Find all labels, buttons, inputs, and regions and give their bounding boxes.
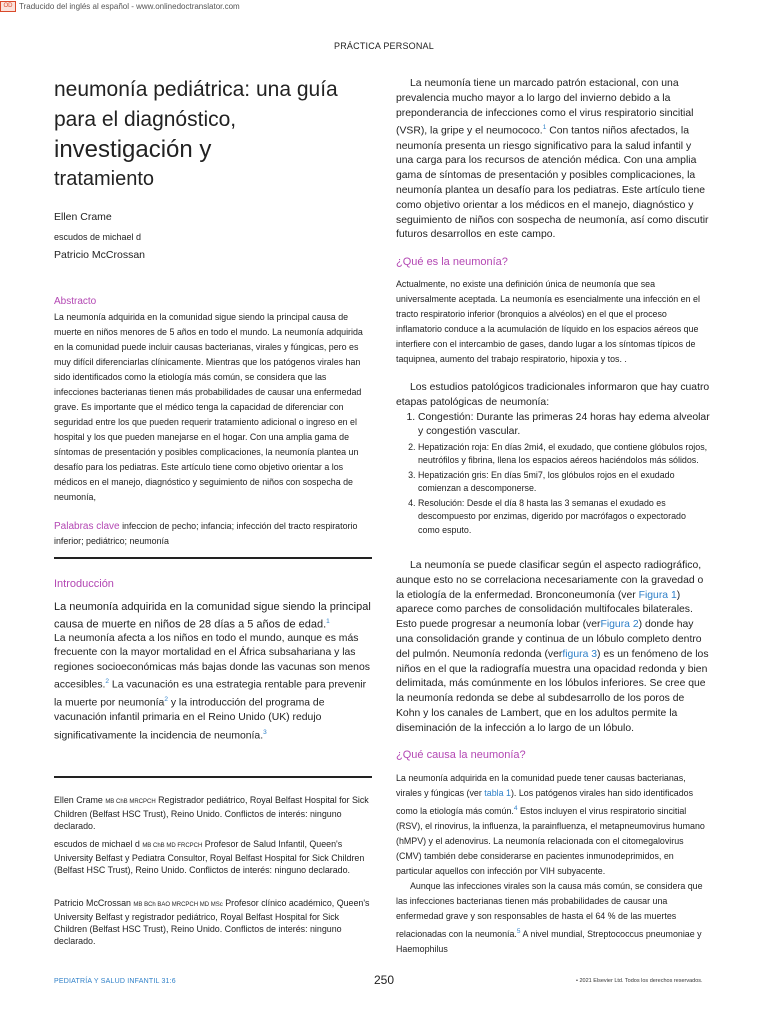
ref-link[interactable]: 1 [542,124,547,132]
copyright-icon: • [576,978,578,984]
footnote-author-2 [54,838,372,876]
footnote-name: escudos de michael d [54,839,140,849]
page-number: 250 [374,973,395,987]
text: La neumonía se puede clasificar según el aspecto radiográfico, aunque esto no se correlaciona necesariamente con la gravedad o la etiología de la enfermedad. Bronconeumonía (ver [396,560,704,601]
author-3: Patricio McCrossan [54,249,146,261]
figure-1-link[interactable]: Figura 1 [638,589,677,601]
radiographic-paragraph [396,559,710,737]
copyright-text: 2021 Elsevier Ltd. Todos los derechos reservados. [579,978,703,984]
footnote-name: Patricio McCrossan [54,898,131,908]
translation-banner-text[interactable]: Traducido del inglés al español - www.onlinedoctranslator.com [19,1,240,11]
author-2: escudos de michael d [54,232,142,242]
stage-item: 1. Congestión: Durante las primeras 24 horas hay edema alveolar y congestión vascular. [418,411,710,440]
footnote-text: Profesor de Salud Infantil, Queen's University Belfast y Pediatra Consultor, Royal Belfast Hospital for Sick Children (Belfast HSC Trust), Reino Unido. Conflictos de interés: ninguno declarado. [54,839,365,875]
footnote-degrees: MB ChB MD FRCPCH [142,843,203,849]
text: ). Los patógenos virales han sido identificados como la etiología más común. [396,788,694,816]
right-p1a: La neumonía tiene un marcado patrón estacional, con una prevalencia mucho mayor a lo largo del invierno debido a la preponderancia de infecciones como el virus respiratorio sincitial (VSR), la gripe y el neumococo. [396,78,694,137]
footnote-degrees: MB ChB MRCPCH [105,799,156,805]
text: ) aparece como parches de consolidación multifocales bilaterales. Esto puede progresar a neumonía lobar (ver [396,589,693,631]
right-p1b: Con tantos niños afectados, la neumonía presenta un riesgo significativo para la salud infantil y una carga para los recursos de atención médica. Con una amplia gama de síntomas de presentación y posibles complicaciones, la neumonía plantea un desafío para los pediatras. Este artículo tiene como objetivo orientar a los médicos en el manejo, diagnóstico y seguimiento de niños con sospecha de neumonía, así como discutir futuros desarrollos en este campo. [396,125,709,241]
ref-link[interactable]: 5 [516,927,521,935]
heading-causes: ¿Qué causa la neumonía? [396,749,526,761]
heading-what-is-pneumonia: ¿Qué es la neumonía? [396,256,508,268]
footnote-name: Ellen Crame [54,795,103,805]
keywords [54,519,372,548]
text: Estos incluyen el virus respiratorio sincitial (RSV), el rinovirus, la influenza, la parainfluenza, el metapneumovirus humano (hMPV) y el adenovirus. La neumonía relacionada con el citomegalovirus (CMV) también debe considerarse en pacientes inmunodeprimidos, en particular aquellos con infección por VIH subyacente. [396,805,705,876]
footnote-degrees: MB BCh BAO MRCPCH MD MSc [133,902,223,908]
title-line-4: tratamiento [54,168,155,190]
text: ) donde hay una consolidación grande y continua de un lóbulo completo dentro del pulmón. Neumonía redonda (ver [396,619,702,660]
keywords-label: Palabras clave [54,521,120,532]
intro-heading: Introducción [54,578,114,590]
article-title [54,75,372,193]
footnote-author-3 [54,897,372,947]
figure-3-link[interactable]: figura 3 [562,648,598,660]
intro-text [54,600,372,744]
intro-p1: La neumonía adquirida en la comunidad sigue siendo la principal causa de muerte en niños de 28 días a 5 años de edad. [54,601,371,631]
title-line-1: neumonía pediátrica: una guía [54,78,338,101]
title-line-3: investigación y [54,136,212,163]
text: ) es un fenómeno de los niños en el que la radiografía muestra una opacidad redonda y bien delimitada, más comúnmente en los lóbulos inferiores. Se cree que la neumonía redonda se debe al subdesarrollo de los poros de Kohn y los canales de Lambert, que en los adultos permite la diseminación de la infección a lo largo de un lóbulo. [396,648,709,734]
footnote-rule [54,776,372,778]
stages-list [396,411,710,538]
divider-rule [54,557,372,559]
section-header: PRÁCTICA PERSONAL [334,41,434,51]
table-1-link[interactable]: tabla 1 [484,788,511,798]
intro-p2b: La vacunación es una estrategia rentable para prevenir la muerte por neumonía [54,679,367,709]
footnote-text: Profesor clínico académico, Queen's University Belfast y registrador pediátrico, Royal Belfast Hospital for Sick Children (Belfast HSC Trust), Reino Unido. Conflictos de interés: ninguno declarado. [54,898,370,946]
abstract-text: La neumonía adquirida en la comunidad sigue siendo la principal causa de muerte en niños menores de 5 años en todo el mundo. La neumonía adquirida en la comunidad puede incluir causas bacterianas, virales y fúngicas, pero es muy difícil diferenciarlas clínicamente. Mientras que los patógenos virales han sido identificados como la etiología más común, se considera que las infecciones bacterianas tienen más probabilidades de causar una enfermedad grave. Es importante que el médico tenga la capacidad de diferenciar con seguridad entre los que pueden requerir tratamiento adicional o ingreso en el hospital y los que pueden manejarse en el hogar. Con una amplia gama de síntomas de presentación y posibles complicaciones, la neumonía plantea un desafío para los pediatras. Este artículo tiene como objetivo orientar a los médicos en el manejo, diagnóstico y seguimiento de niños con sospecha de neumonía, [54,312,363,502]
ref-link[interactable]: 2 [105,678,110,686]
author-1: Ellen Crame [54,211,112,223]
intro-p2c: y la introducción del programa de vacunación infantil primaria en el Reino Unido (UK) redujo significativamente la incidencia de neumonía. [54,697,325,742]
figure-2-link[interactable]: Figura 2 [600,619,639,631]
keywords-text: infeccion de pecho; infancia; infección del tracto respiratorio inferior; pediátrico; neumonía [54,521,358,546]
ref-link[interactable]: 2 [164,696,168,704]
ref-link[interactable]: 4 [513,805,518,812]
right-intro-paragraph [396,77,710,243]
intro-p2a: La neumonía afecta a los niños en todo el mundo, aunque es más frecuente con la mayor mortalidad en el África subsahariana y las regiones socioeconómicas más bajas donde las vacunas son menos accesibles. [54,632,370,691]
journal-name: PEDIATRÍA Y SALUD INFANTIL 31:6 [54,978,176,985]
text: A nivel mundial, Streptococcus pneumoniae y Haemophilus [396,928,702,954]
footnote-text: Registrador pediátrico, Royal Belfast Hospital for Sick Children (Belfast HSC Trust), Reino Unido. Conflictos de interés: ninguno declarado. [54,795,369,831]
stage-item: 2. Hepatización roja: En días 2mi4, el exudado, que contiene glóbulos rojos, neutrófilos y fibrina, llena los espacios aéreos haciéndolos más sólidos. [418,441,710,468]
definition-paragraph: Actualmente, no existe una definición única de neumonía que sea universalmente aceptada. La neumonía es esencialmente una infección en el tracto respiratorio inferior (bronquios a alvéolos) en el que el proceso inflamatorio conduce a la acumulación de líquido en los espacios aéreos que interfiere con el intercambio de gases, dando lugar a los síntomas típicos de taquipnea, aumento del trabajo respiratorio, hipoxia y tos. . [396,279,700,364]
stage-item: 4. Resolución: Desde el día 8 hasta las 3 semanas el exudado es descompuesto por enzimas, digerido por macrófagos o expectorado como esputo. [418,497,710,538]
stage-item: 3. Hepatización gris: En días 5mi7, los glóbulos rojos en el exudado comienzan a descomponerse. [418,469,710,496]
text: Aunque las infecciones virales son la causa más común, se considera que las infecciones bacterianas tienen más probabilidades de causar una enfermedad grave y son responsables de hasta el 64 % de las muertes relacionadas con la neumonía. [396,880,703,939]
translator-logo-icon: OD [0,1,16,12]
stages-intro: Los estudios patológicos tradicionales informaron que hay cuatro etapas patológicas de neumonía: [396,382,710,408]
copyright-notice [576,978,703,984]
translation-banner[interactable] [0,0,240,12]
ref-link[interactable]: 1 [326,617,330,625]
title-line-2: para el diagnóstico, [54,108,237,131]
abstract-heading: Abstracto [54,296,97,307]
causes-paragraph [396,771,710,957]
footnote-author-1 [54,794,372,832]
text: La neumonía adquirida en la comunidad puede tener causas bacterianas, virales y fúngicas (ver [396,773,686,798]
stages-block [396,381,710,538]
ref-link[interactable]: 3 [263,728,267,736]
